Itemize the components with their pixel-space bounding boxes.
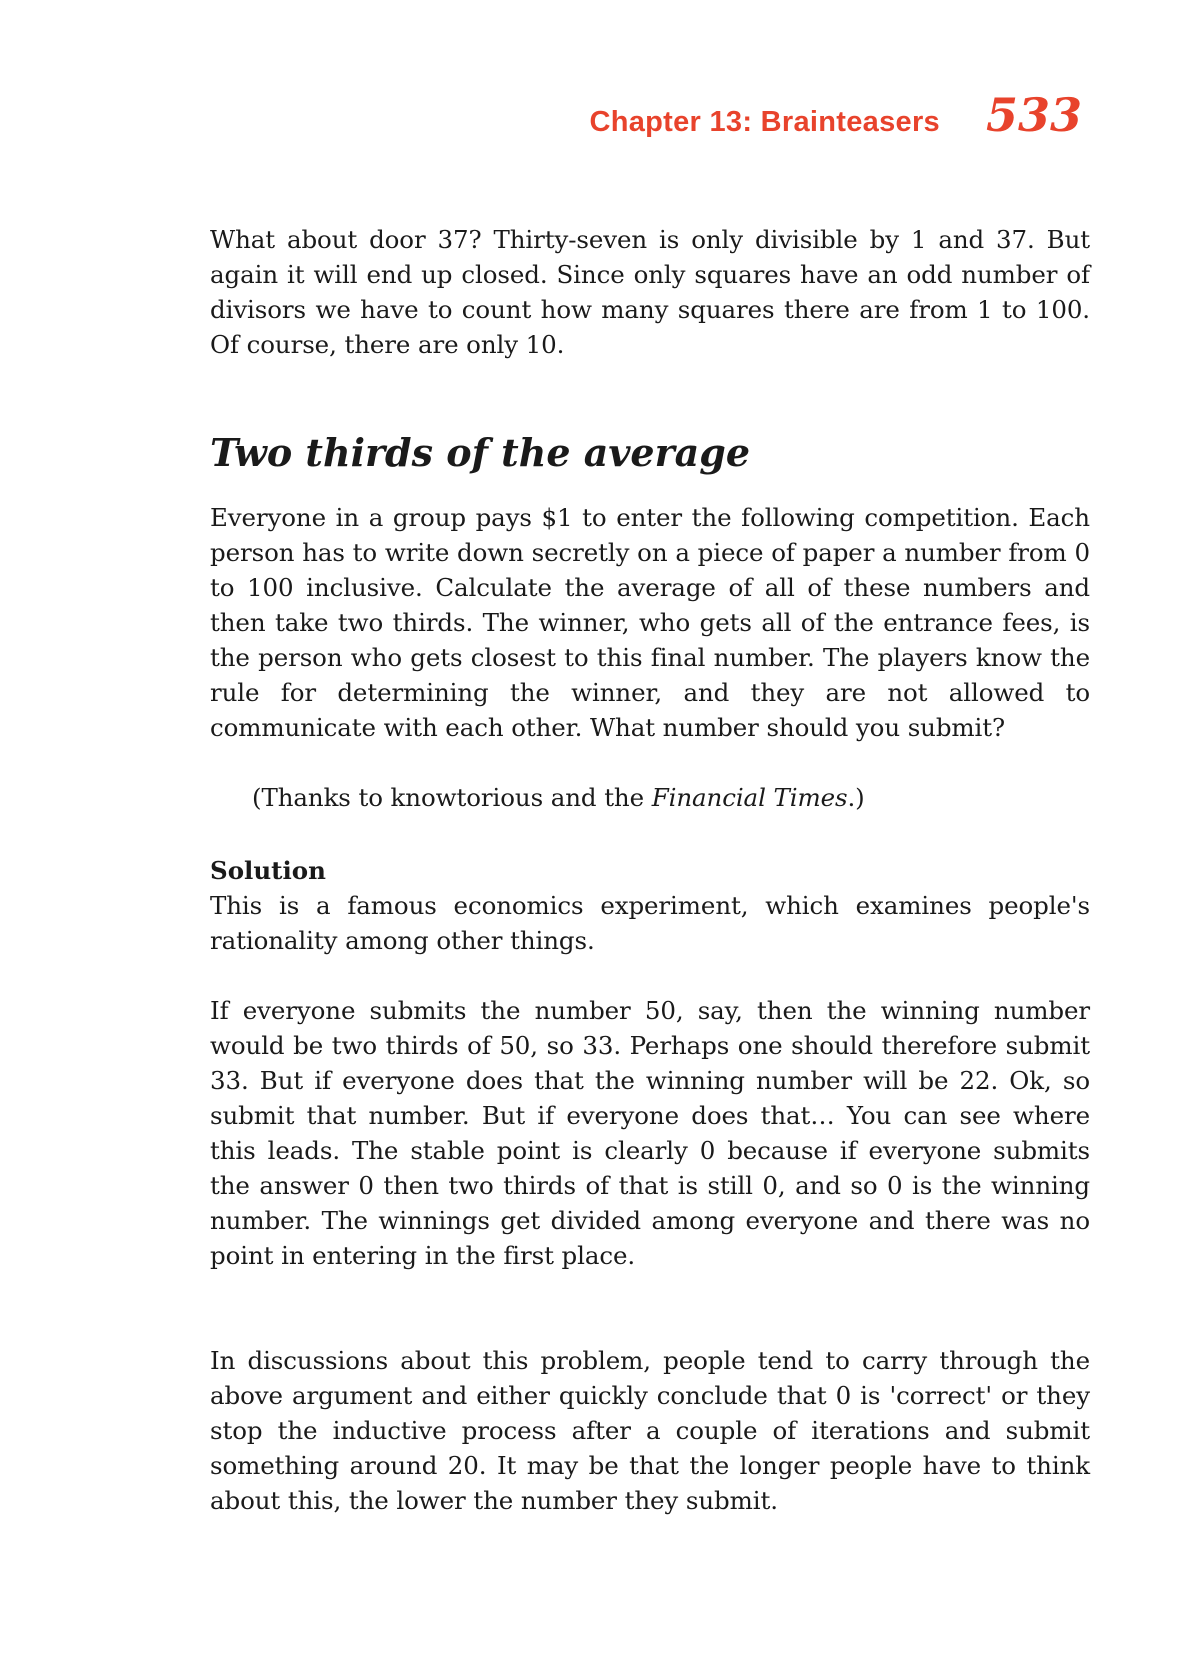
solution-paragraph-3: In discussions about this problem, people tend to carry through the above argument and either quickly conclude that 0 is 'correct' or they stop the inductive process after a couple of iterations and submit something around 20. It may be that the longer people have to think about this, the lower the number they submit. — [210, 1346, 1090, 1515]
thanks-suffix: .) — [847, 783, 865, 812]
running-head — [0, 88, 1082, 142]
chapter-title: Chapter 13: Brainteasers — [589, 106, 940, 138]
solution-heading: Solution — [210, 856, 326, 885]
page-number: 533 — [985, 88, 1082, 142]
intro-paragraph: What about door 37? Thirty-seven is only divisible by 1 and 37. But again it will end up closed. Since only squares have an odd number of divisors we have to count how many squares there are from 1 to 100. Of course, there are only 10. — [210, 225, 1090, 359]
problem-paragraph: Everyone in a group pays $1 to enter the following competition. Each person has to write down secretly on a piece of paper a number from 0 to 100 inclusive. Calculate the average of all of these numbers and then take two thirds. The winner, who gets all of the entrance fees, is the person who gets closest to this final number. The players know the rule for determining the winner, and they are not allowed to communicate with each other. What number should you submit? — [210, 503, 1090, 742]
thanks-line — [210, 780, 1090, 815]
solution-paragraph-2: If everyone submits the number 50, say, then the winning number would be two thirds of 50, so 33. Perhaps one should therefore submit 33. But if everyone does that the winning number will be 22. Ok, so submit that number. But if everyone does that… You can see where this leads. The stable point is clearly 0 because if everyone submits the answer 0 then two thirds of that is still 0, and so 0 is the winning number. The winnings get divided among everyone and there was no point in entering in the first place. — [210, 996, 1090, 1270]
section-title: Two thirds of the average — [210, 430, 750, 475]
solution-paragraph-1: This is a famous economics experiment, which examines people's rationality among other things. — [210, 891, 1090, 955]
thanks-source: Financial Times — [651, 783, 848, 812]
thanks-prefix: (Thanks to knowtorious and the — [252, 783, 652, 812]
